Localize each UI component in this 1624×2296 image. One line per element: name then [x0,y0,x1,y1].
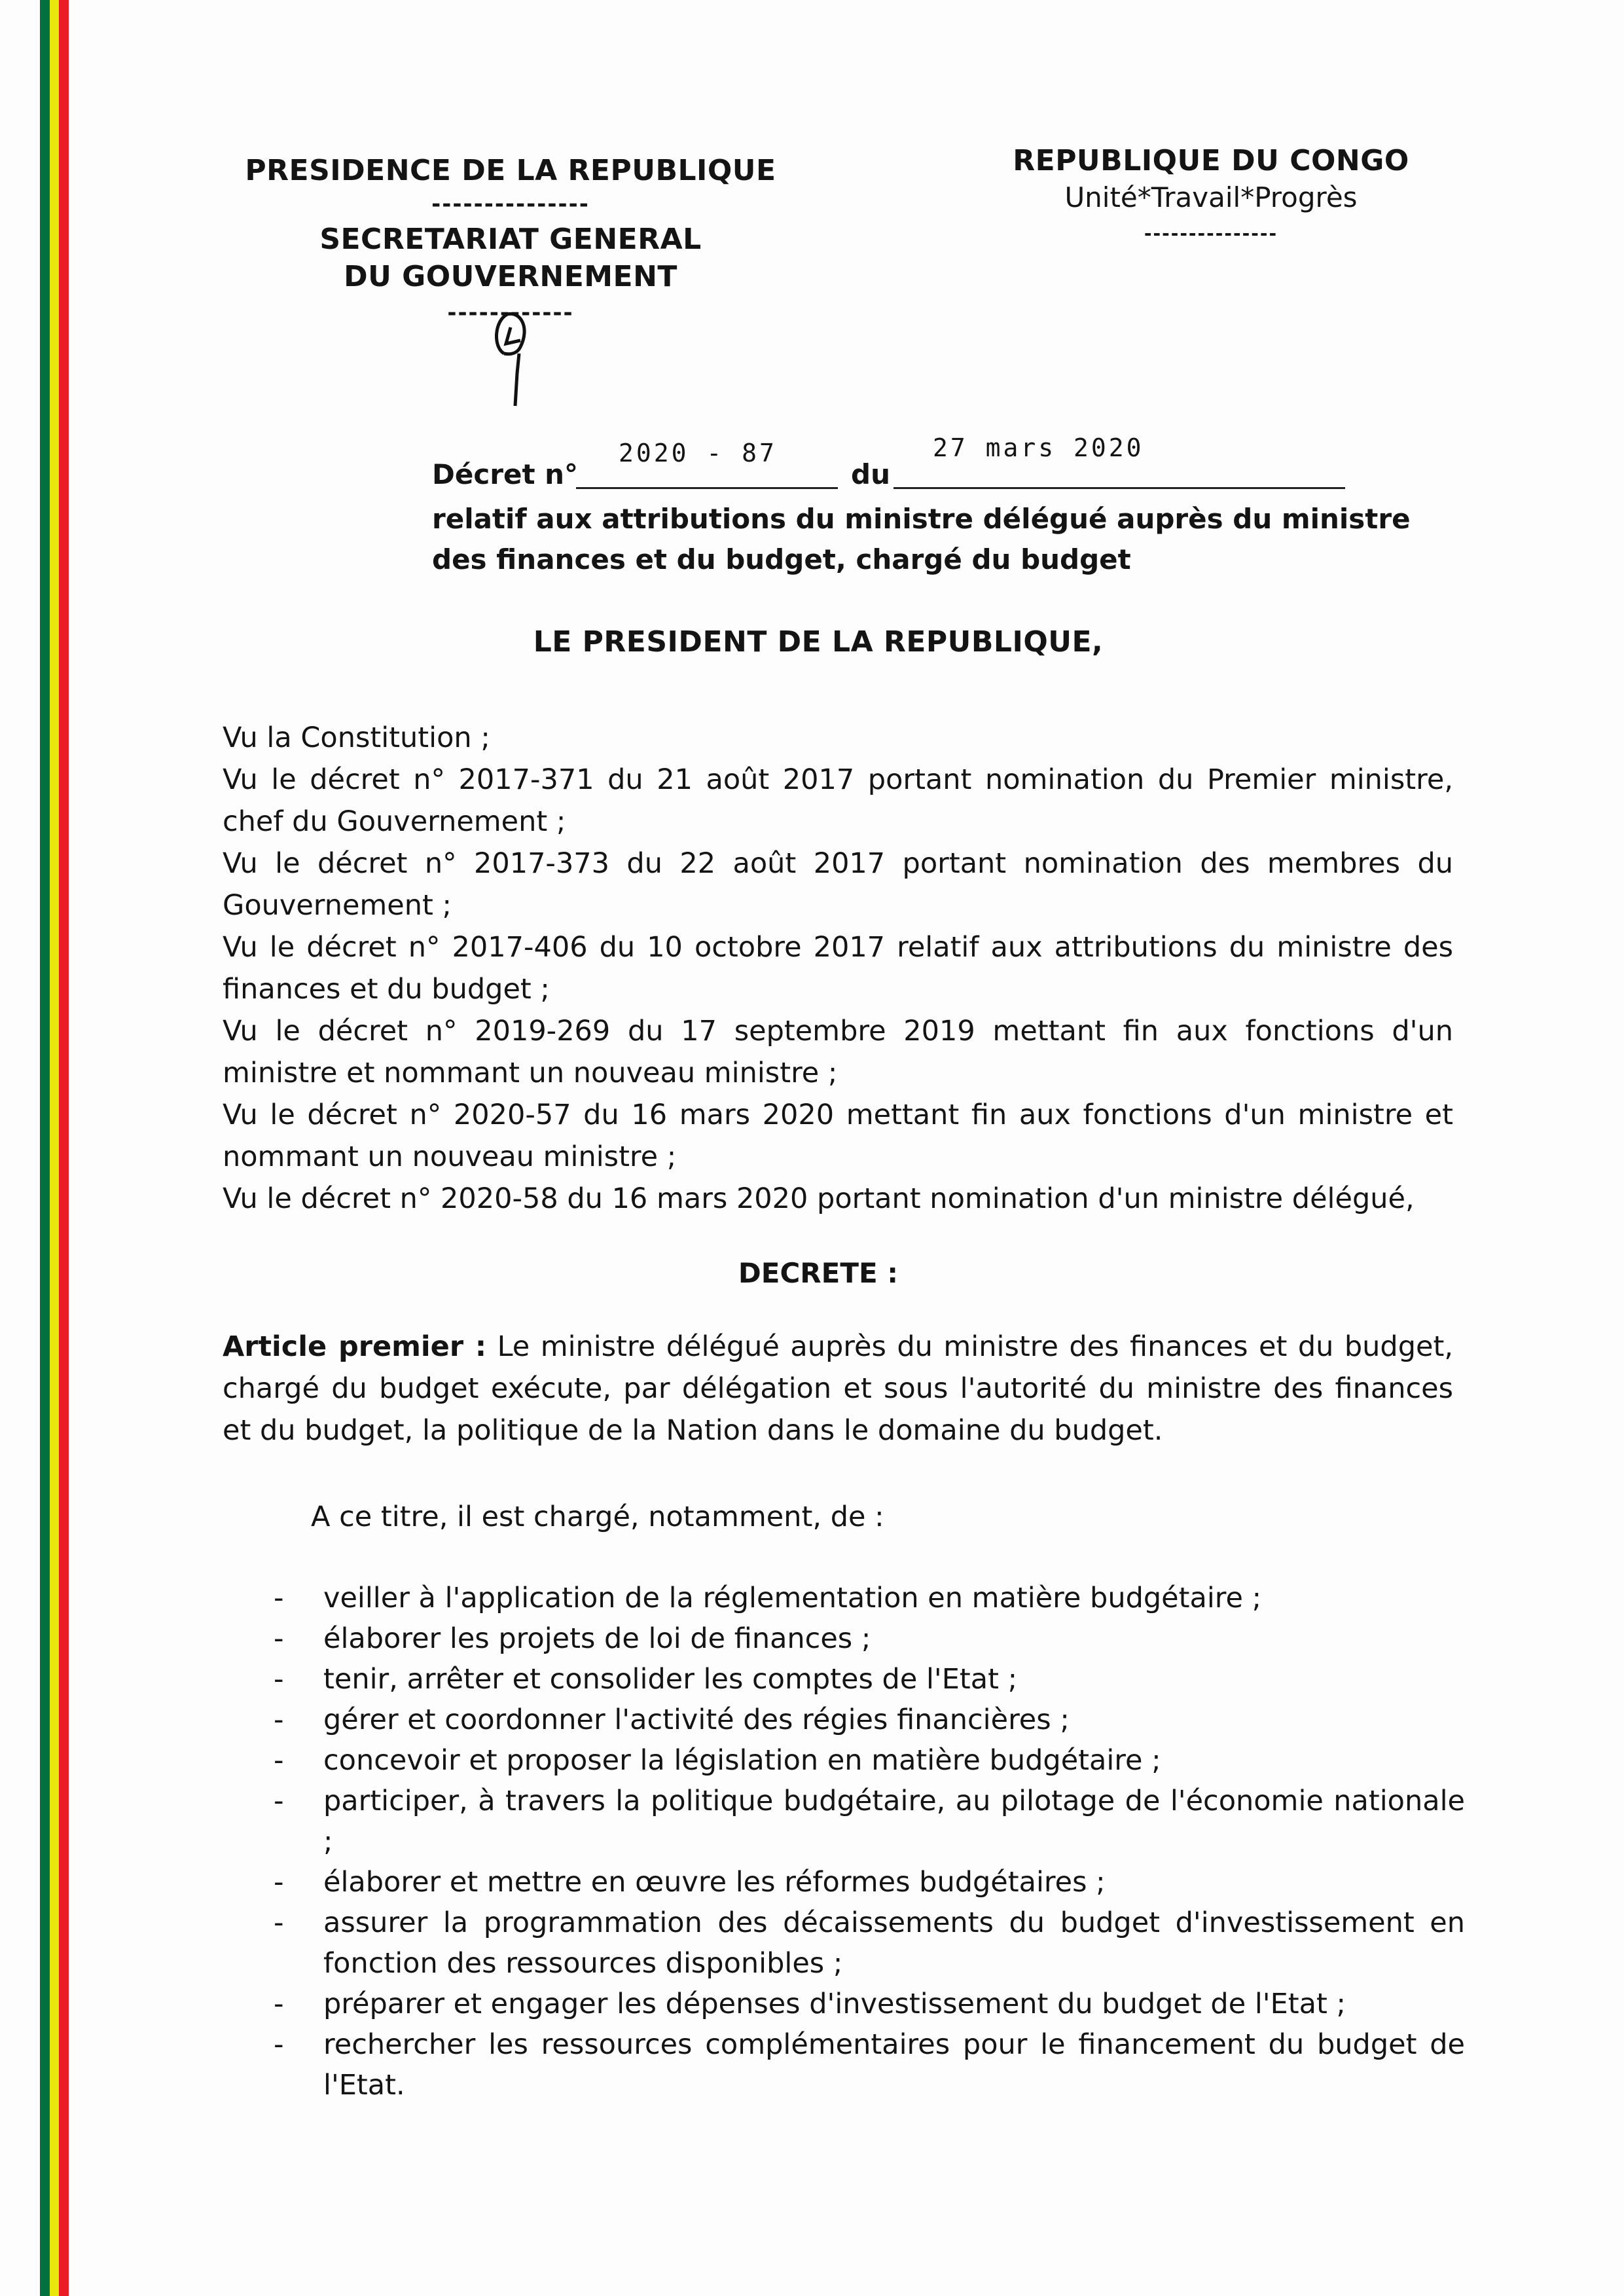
list-item: - préparer et engager les dépenses d'investissement du budget de l'Etat ; [274,1984,1465,2024]
list-item: - veiller à l'application de la réglementation en matière budgétaire ; [274,1578,1465,1618]
flag-yellow-band [50,0,60,2296]
article-1-intro: A ce titre, il est chargé, notamment, de : [311,1501,884,1533]
visas-section [223,717,1453,1220]
visa-item: Vu le décret n° 2020-57 du 16 mars 2020 mettant fin aux fonctions d'un ministre et nommant un nouveau ministre ; [223,1099,1453,1173]
visa-item: Vu le décret n° 2017-373 du 22 août 2017 portant nomination des membres du Gouvernement ; [223,847,1453,922]
decrete-heading: DECRETE : [738,1257,899,1289]
article-1-text: Le ministre délégué auprès du ministre des finances et du budget, chargé du budget exécute, par délégation et sous l'autorité du ministre des finances et du budget, la politique de la Nation dans le domaine du budget. [223,1330,1453,1447]
list-item: - concevoir et proposer la législation en matière budgétaire ; [274,1740,1465,1781]
visa-item: Vu le décret n° 2020-58 du 16 mars 2020 portant nomination d'un ministre délégué, [223,1182,1415,1215]
header-left-separator: --------------- [431,191,590,217]
presidence-label: PRESIDENCE DE LA REPUBLIQUE [245,154,776,187]
list-item: - gérer et coordonner l'activité des régies financières ; [274,1700,1465,1740]
list-item: - participer, à travers la politique budgétaire, au pilotage de l'économie nationale ; [274,1781,1465,1862]
decree-subject-line-2: des finances et du budget, chargé du budget [432,543,1131,575]
decree-number-label: Décret n° [432,458,579,490]
bullet-dash: - [274,1582,284,1614]
list-item: - tenir, arrêter et consolider les comptes de l'Etat ; [274,1659,1465,1700]
decree-number-underline [576,467,838,489]
decree-date-label: du [851,458,890,490]
bullet-dash: - [274,1785,284,1817]
visa-item: Vu le décret n° 2019-269 du 17 septembre 2019 mettant fin aux fonctions d'un ministre et nommant un nouveau ministre ; [223,1015,1453,1089]
decree-date-underline [893,467,1345,489]
header-right [982,144,1440,244]
president-heading: LE PRESIDENT DE LA REPUBLIQUE, [533,625,1104,659]
flag-red-band [59,0,69,2296]
header-left [242,154,779,326]
list-item: - élaborer les projets de loi de finances ; [274,1618,1465,1659]
visa-item: Vu le décret n° 2017-406 du 10 octobre 2017 relatif aux attributions du ministre des finances et du budget ; [223,931,1453,1006]
visa-item: Vu le décret n° 2017-371 du 21 août 2017 portant nomination du Premier ministre, chef du Gouvernement ; [223,763,1453,838]
header-left-separator-2: ------------ [447,300,574,326]
bullet-dash: - [274,1906,284,1939]
decree-subject [432,499,1411,580]
header-right-separator: --------------- [1144,223,1278,244]
bullet-dash: - [274,1704,284,1736]
bullet-dash: - [274,1744,284,1777]
bullet-dash: - [274,1622,284,1655]
gouvernement-label: DU GOUVERNEMENT [344,260,677,293]
flag-green-band [40,0,50,2296]
decree-number-value: 2020 - 87 [619,439,777,467]
bullet-dash: - [274,1663,284,1696]
article-1-label: Article premier : [223,1330,487,1363]
secretariat-label: SECRETARIAT GENERAL [319,223,702,256]
country-name: REPUBLIQUE DU CONGO [1013,144,1409,177]
attributions-list [274,1578,1465,2105]
decree-subject-line-1: relatif aux attributions du ministre délégué auprès du ministre [432,503,1411,535]
bullet-dash: - [274,1988,284,2020]
article-1 [223,1326,1453,1451]
decree-number-line [432,433,1388,491]
national-motto: Unité*Travail*Progrès [1064,181,1358,213]
list-item: - élaborer et mettre en œuvre les réformes budgétaires ; [274,1862,1465,1903]
list-item: - rechercher les ressources complémentaires pour le financement du budget de l'Etat. [274,2024,1465,2105]
list-item: - assurer la programmation des décaissements du budget d'investissement en fonction des ressources disponibles ; [274,1903,1465,1984]
national-flag-stripe [40,0,69,2296]
bullet-dash: - [274,1866,284,1899]
decree-date-value: 27 mars 2020 [933,433,1144,462]
bullet-dash: - [274,2028,284,2061]
visa-item: Vu la Constitution ; [223,721,490,754]
handwritten-initials-icon [481,308,553,419]
